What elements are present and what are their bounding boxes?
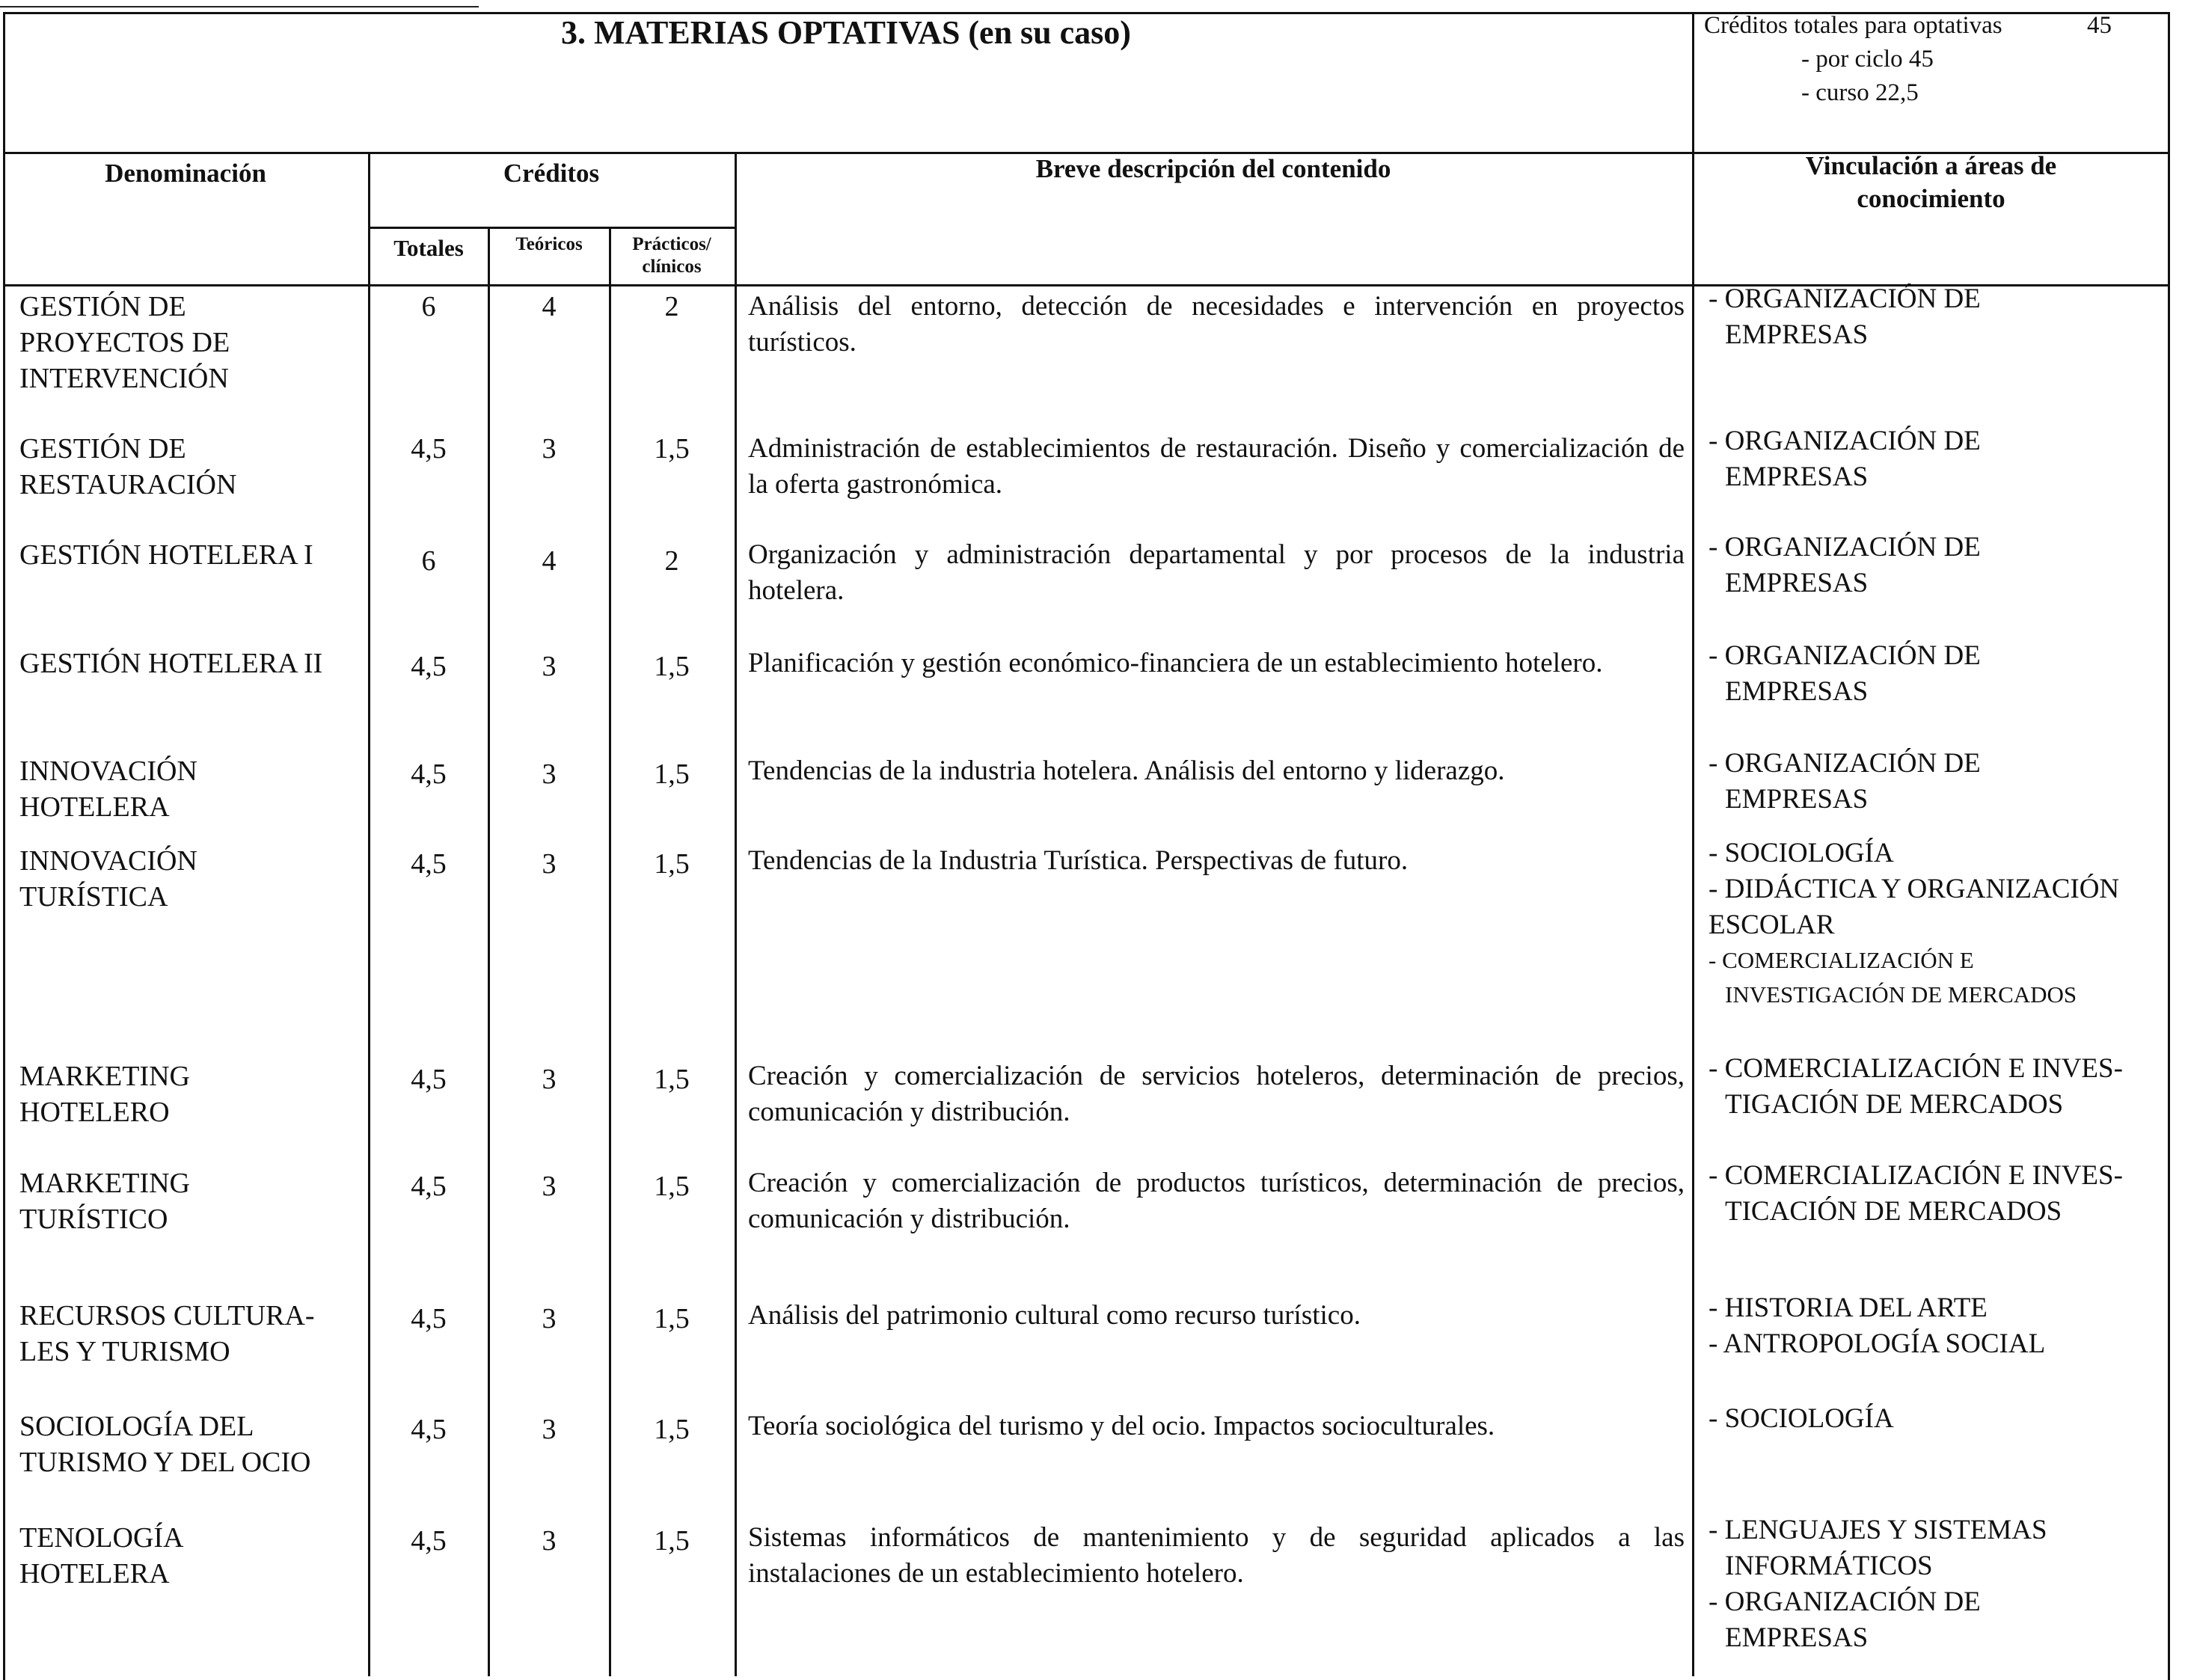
knowledge-areas — [1709, 281, 2172, 353]
knowledge-areas — [1709, 1290, 2172, 1362]
top-rule — [0, 6, 479, 7]
subject-name-line: PROYECTOS DE — [19, 327, 230, 358]
credits-practical: 1,5 — [654, 848, 690, 880]
credits-totals: 4,5 — [411, 651, 447, 682]
knowledge-area-line: TICACIÓN DE MERCADOS — [1725, 1196, 2062, 1227]
credits-theory: 3 — [542, 1414, 557, 1445]
area-column-divider — [1692, 12, 1694, 1676]
subject-name-line: TENOLOGÍA — [19, 1522, 184, 1554]
knowledge-area-line: - ORGANIZACIÓN DE — [1709, 1587, 1981, 1617]
knowledge-area-line: - ANTROPOLOGÍA SOCIAL — [1709, 1328, 2046, 1359]
subject-description: Creación y comercialización de productos turísticos, determinación de precios, comunicación y distribución. — [748, 1168, 1685, 1234]
knowledge-areas — [1709, 1158, 2172, 1230]
credits-totals: 4,5 — [411, 1414, 447, 1445]
subject-name — [19, 1408, 364, 1480]
credit-summary-label: Créditos totales para optativas — [1704, 12, 2002, 39]
credit-per-course: - curso 22,5 — [1801, 79, 1919, 106]
credit-summary-value: 45 — [2087, 12, 2112, 39]
header-practical — [609, 233, 735, 278]
subject-description: Teoría sociológica del turismo y del ocio. Impactos socioculturales. — [748, 1411, 1495, 1441]
knowledge-area-line: - COMERCIALIZACIÓN E INVES- — [1709, 1053, 2123, 1084]
subject-description: Análisis del entorno, detección de necesidades e intervención en proyectos turísticos. — [748, 291, 1685, 358]
subject-name — [19, 289, 364, 396]
header-area-line-1: Vinculación a áreas de — [1805, 151, 2057, 180]
subject-name-line: TURISMO Y DEL OCIO — [19, 1447, 311, 1478]
credits-totals: 4,5 — [411, 433, 447, 465]
credits-theory: 3 — [542, 651, 557, 682]
credits-totals: 4,5 — [411, 1064, 447, 1095]
credits-subheader-divider — [368, 227, 735, 229]
knowledge-areas — [1709, 638, 2172, 710]
subject-name-line: GESTIÓN DE — [19, 433, 186, 465]
knowledge-area-line: - HISTORIA DEL ARTE — [1709, 1293, 1988, 1323]
knowledge-areas — [1709, 423, 2172, 495]
knowledge-area-line: - LENGUAJES Y SISTEMAS — [1709, 1515, 2047, 1545]
knowledge-area-line: EMPRESAS — [1725, 784, 1869, 815]
credits-theory: 4 — [542, 545, 557, 577]
credits-practical: 1,5 — [654, 433, 690, 465]
header-name: Denominación — [105, 159, 266, 188]
subject-name — [19, 1058, 364, 1130]
credits-totals: 4,5 — [411, 848, 447, 880]
credits-theory: 3 — [542, 758, 557, 790]
description-left-divider — [735, 152, 737, 1676]
subject-name — [19, 646, 364, 681]
credits-practical: 1,5 — [654, 1303, 690, 1334]
credits-practical: 2 — [664, 545, 679, 577]
knowledge-area-line: - COMERCIALIZACIÓN E INVES- — [1709, 1160, 2123, 1191]
knowledge-areas — [1709, 1512, 2172, 1656]
knowledge-area-line: EMPRESAS — [1725, 1622, 1869, 1653]
subject-description: Sistemas informáticos de mantenimiento y de seguridad aplicados a las instalaciones de un establecimiento hotelero. — [748, 1522, 1685, 1589]
subject-name-line: INNOVACIÓN — [19, 755, 197, 787]
knowledge-areas — [1709, 530, 2172, 601]
section-title: 3. MATERIAS OPTATIVAS (en su caso) — [561, 14, 1131, 51]
header-practical-line-2: clínicos — [642, 257, 702, 277]
knowledge-area-line: - SOCIOLOGÍA — [1709, 1403, 1894, 1434]
subject-name — [19, 1165, 364, 1237]
subject-name-line: GESTIÓN DE — [19, 291, 186, 322]
credit-summary — [1704, 9, 2153, 110]
credits-theory: 3 — [542, 1171, 557, 1202]
subject-name — [19, 843, 364, 915]
subject-name — [19, 1520, 364, 1592]
subject-name-line: RECURSOS CULTURA- — [19, 1300, 315, 1331]
knowledge-area-line: EMPRESAS — [1725, 568, 1869, 598]
credits-totals: 4,5 — [411, 1303, 447, 1334]
credits-practical: 1,5 — [654, 1064, 690, 1095]
subject-description: Tendencias de la Industria Turística. Perspectivas de futuro. — [748, 845, 1409, 876]
header-area-line-2: conocimiento — [1857, 184, 2005, 213]
credits-practical: 1,5 — [654, 651, 690, 682]
subject-description: Creación y comercialización de servicios hoteleros, determinación de precios, comunicación y distribución. — [748, 1061, 1685, 1127]
knowledge-area-line: ESCOLAR — [1709, 910, 1835, 940]
knowledge-area-line: - ORGANIZACIÓN DE — [1709, 748, 1981, 779]
header-area — [1692, 150, 2170, 215]
subject-name-line: TURÍSTICA — [19, 881, 168, 913]
header-totals: Totales — [393, 235, 464, 261]
knowledge-area-line: INFORMÁTICOS — [1725, 1551, 1933, 1581]
credits-theory: 3 — [542, 848, 557, 880]
subject-name — [19, 1298, 364, 1370]
knowledge-area-line: - SOCIOLOGÍA — [1709, 838, 1894, 868]
knowledge-area-line: - ORGANIZACIÓN DE — [1709, 283, 1981, 314]
knowledge-area-line: EMPRESAS — [1725, 462, 1869, 492]
credits-totals: 4,5 — [411, 1171, 447, 1202]
credits-theory: 3 — [542, 1064, 557, 1095]
credits-totals: 4,5 — [411, 758, 447, 790]
credits-left-divider — [368, 152, 370, 1676]
subject-name-line: MARKETING — [19, 1061, 190, 1092]
subject-name-line: INNOVACIÓN — [19, 845, 197, 877]
subject-name-line: SOCIOLOGÍA DEL — [19, 1411, 254, 1442]
credits-theory: 4 — [542, 291, 557, 322]
credits-theory: 3 — [542, 433, 557, 465]
subject-name-line: HOTELERO — [19, 1097, 170, 1128]
knowledge-areas — [1709, 1401, 2172, 1437]
knowledge-area-line: - ORGANIZACIÓN DE — [1709, 426, 1981, 456]
subject-name — [19, 537, 364, 573]
knowledge-area-line: TIGACIÓN DE MERCADOS — [1725, 1089, 2064, 1120]
knowledge-area-line: - DIDÁCTICA Y ORGANIZACIÓN — [1709, 874, 2120, 904]
knowledge-areas — [1709, 746, 2172, 818]
subject-name — [19, 753, 364, 825]
credits-practical: 1,5 — [654, 1414, 690, 1445]
subject-name-line: INTERVENCIÓN — [19, 363, 229, 394]
credits-totals: 6 — [421, 291, 436, 322]
subject-description: Administración de establecimientos de restauración. Diseño y comercialización de la oferta gastronómica. — [748, 433, 1685, 500]
header-theory: Teóricos — [515, 234, 583, 254]
subject-name-line: GESTIÓN HOTELERA II — [19, 648, 323, 679]
knowledge-area-line: EMPRESAS — [1725, 676, 1869, 707]
subject-name-line: GESTIÓN HOTELERA I — [19, 539, 313, 571]
subject-name-line: RESTAURACIÓN — [19, 469, 237, 500]
subject-description: Organización y administración departamental y por procesos de la industria hotelera. — [748, 539, 1685, 606]
knowledge-area-line: - ORGANIZACIÓN DE — [1709, 640, 1981, 671]
subject-name-line: MARKETING — [19, 1168, 190, 1199]
subject-description: Planificación y gestión económico-financiera de un establecimiento hotelero. — [748, 648, 1603, 678]
credits-practical: 2 — [664, 291, 679, 322]
credits-practical: 1,5 — [654, 1171, 690, 1202]
knowledge-areas — [1709, 836, 2172, 1012]
credits-theory: 3 — [542, 1525, 557, 1557]
subject-name-line: LES Y TURISMO — [19, 1336, 230, 1367]
credit-per-cycle: - por ciclo 45 — [1801, 46, 1934, 73]
header-description: Breve descripción del contenido — [1035, 154, 1391, 183]
header-credits: Créditos — [503, 159, 600, 188]
knowledge-area-line: INVESTIGACIÓN DE MERCADOS — [1725, 981, 2077, 1008]
subject-name-line: HOTELERA — [19, 791, 170, 823]
knowledge-area-line: - COMERCIALIZACIÓN E — [1709, 947, 1974, 973]
credits-theory: 3 — [542, 1303, 557, 1334]
credits-totals: 6 — [421, 545, 436, 577]
knowledge-area-line: EMPRESAS — [1725, 319, 1869, 350]
subject-name — [19, 431, 364, 503]
subject-description: Tendencias de la industria hotelera. Análisis del entorno y liderazgo. — [748, 755, 1505, 786]
credits-totals: 4,5 — [411, 1525, 447, 1557]
subject-name-line: TURÍSTICO — [19, 1204, 168, 1235]
credits-practical: 1,5 — [654, 758, 690, 790]
header-practical-line-1: Prácticos/ — [632, 234, 711, 254]
credits-practical: 1,5 — [654, 1525, 690, 1557]
subject-description: Análisis del patrimonio cultural como recurso turístico. — [748, 1300, 1361, 1331]
knowledge-area-line: - ORGANIZACIÓN DE — [1709, 532, 1981, 562]
knowledge-areas — [1709, 1051, 2172, 1123]
subject-name-line: HOTELERA — [19, 1558, 170, 1589]
